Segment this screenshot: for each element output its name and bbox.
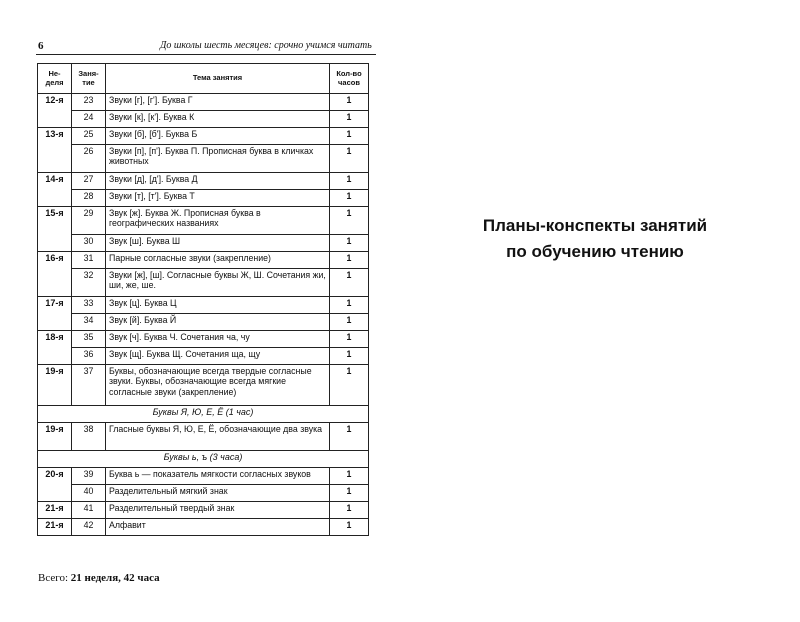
table-row <box>38 423 369 451</box>
hours-cell: 1 <box>330 269 369 297</box>
header-rule <box>36 54 376 55</box>
lesson-topic-cell: Звук [ш]. Буква Ш <box>106 235 330 252</box>
lesson-topic-cell: Разделительный твердый знак <box>106 502 330 519</box>
lesson-topic-cell: Звуки [ж], [ш]. Согласные буквы Ж, Ш. Сочетания жи, ши, же, ше. <box>106 269 330 297</box>
hours-cell: 1 <box>330 502 369 519</box>
lesson-topic-cell: Звуки [к], [к']. Буква К <box>106 111 330 128</box>
table-row <box>38 314 369 331</box>
table-row <box>38 502 369 519</box>
hours-cell: 1 <box>330 365 369 406</box>
week-cell: 21-я <box>38 519 72 536</box>
lesson-number-cell: 36 <box>72 348 106 365</box>
lesson-number-cell: 40 <box>72 485 106 502</box>
lesson-topic-cell: Звуки [п], [п']. Буква П. Прописная буква в кличках животных <box>106 145 330 173</box>
lesson-topic-cell: Разделительный мягкий знак <box>106 485 330 502</box>
running-title: До школы шесть месяцев: срочно учимся читать <box>160 40 372 51</box>
table-row <box>38 173 369 190</box>
lesson-number-cell: 26 <box>72 145 106 173</box>
hours-cell: 1 <box>330 207 369 235</box>
hours-cell: 1 <box>330 190 369 207</box>
table-row <box>38 365 369 406</box>
lesson-number-cell: 28 <box>72 190 106 207</box>
lesson-topic-cell: Звуки [д], [д']. Буква Д <box>106 173 330 190</box>
lesson-number-cell: 30 <box>72 235 106 252</box>
hours-cell: 1 <box>330 145 369 173</box>
section-title <box>430 213 760 266</box>
hours-cell: 1 <box>330 519 369 536</box>
hours-cell: 1 <box>330 128 369 145</box>
table-row <box>38 128 369 145</box>
table-row <box>38 468 369 485</box>
column-header-topic: Тема занятия <box>106 64 330 94</box>
week-cell: 14-я <box>38 173 72 207</box>
table-row <box>38 297 369 314</box>
lesson-topic-cell: Звуки [т], [т']. Буква Т <box>106 190 330 207</box>
table-row <box>38 348 369 365</box>
week-cell: 20-я <box>38 468 72 502</box>
hours-cell: 1 <box>330 331 369 348</box>
lesson-number-cell: 24 <box>72 111 106 128</box>
hours-cell: 1 <box>330 314 369 331</box>
lesson-topic-cell: Звук [й]. Буква Й <box>106 314 330 331</box>
column-header-lesson: Заня-тие <box>72 64 106 94</box>
total-summary <box>38 572 160 584</box>
week-cell: 15-я <box>38 207 72 252</box>
table-row <box>38 269 369 297</box>
lesson-number-cell: 33 <box>72 297 106 314</box>
table-row <box>38 190 369 207</box>
lesson-number-cell: 23 <box>72 94 106 111</box>
column-header-week: Не-деля <box>38 64 72 94</box>
lesson-topic-cell: Звук [ц]. Буква Ц <box>106 297 330 314</box>
hours-cell: 1 <box>330 297 369 314</box>
lesson-topic-cell: Звук [ч]. Буква Ч. Сочетания ча, чу <box>106 331 330 348</box>
table-row <box>38 145 369 173</box>
lesson-topic-cell: Буквы, обозначающие всегда твердые согласные звуки. Буквы, обозначающие всегда мягкие согласные звуки (закрепление) <box>106 365 330 406</box>
table-row <box>38 207 369 235</box>
section-title-line-2: по обучению чтению <box>506 242 684 262</box>
week-cell: 13-я <box>38 128 72 173</box>
lesson-number-cell: 41 <box>72 502 106 519</box>
week-cell: 16-я <box>38 252 72 297</box>
hours-cell: 1 <box>330 235 369 252</box>
section-label: Буквы ь, ъ (3 часа) <box>38 451 369 468</box>
lesson-number-cell: 35 <box>72 331 106 348</box>
lesson-number-cell: 34 <box>72 314 106 331</box>
week-cell: 19-я <box>38 423 72 451</box>
lesson-topic-cell: Звуки [г], [г']. Буква Г <box>106 94 330 111</box>
lesson-topic-cell: Звук [щ]. Буква Щ. Сочетания ща, щу <box>106 348 330 365</box>
hours-cell: 1 <box>330 468 369 485</box>
total-label: Всего: <box>38 572 69 584</box>
week-cell: 17-я <box>38 297 72 331</box>
table-row <box>38 111 369 128</box>
lesson-topic-cell: Парные согласные звуки (закрепление) <box>106 252 330 269</box>
table-body <box>38 94 369 536</box>
total-value: 21 неделя, 42 часа <box>70 572 160 584</box>
hours-cell: 1 <box>330 348 369 365</box>
week-cell: 18-я <box>38 331 72 365</box>
hours-cell: 1 <box>330 252 369 269</box>
week-cell: 21-я <box>38 502 72 519</box>
section-row <box>38 406 369 423</box>
lesson-topic-cell: Буква ь — показатель мягкости согласных звуков <box>106 468 330 485</box>
lesson-number-cell: 27 <box>72 173 106 190</box>
lesson-number-cell: 31 <box>72 252 106 269</box>
section-row <box>38 451 369 468</box>
section-label: Буквы Я, Ю, Е, Ё (1 час) <box>38 406 369 423</box>
lesson-number-cell: 29 <box>72 207 106 235</box>
lesson-topic-cell: Звуки [б], [б']. Буква Б <box>106 128 330 145</box>
hours-cell: 1 <box>330 485 369 502</box>
table-row <box>38 94 369 111</box>
hours-cell: 1 <box>330 111 369 128</box>
week-cell: 12-я <box>38 94 72 128</box>
week-cell: 19-я <box>38 365 72 406</box>
table-row <box>38 519 369 536</box>
lesson-number-cell: 42 <box>72 519 106 536</box>
column-header-hours: Кол-во часов <box>330 64 369 94</box>
lesson-number-cell: 37 <box>72 365 106 406</box>
table-header-row <box>38 64 369 94</box>
table-row <box>38 235 369 252</box>
table-row <box>38 331 369 348</box>
lesson-topic-cell: Алфавит <box>106 519 330 536</box>
table-row <box>38 252 369 269</box>
lesson-topic-cell: Гласные буквы Я, Ю, Е, Ё, обозначающие два звука <box>106 423 330 451</box>
section-title-line-1: Планы-конспекты занятий <box>482 216 708 235</box>
lesson-number-cell: 32 <box>72 269 106 297</box>
hours-cell: 1 <box>330 423 369 451</box>
table-row <box>38 485 369 502</box>
lesson-number-cell: 25 <box>72 128 106 145</box>
hours-cell: 1 <box>330 173 369 190</box>
page-number: 6 <box>38 40 44 52</box>
lesson-topic-cell: Звук [ж]. Буква Ж. Прописная буква в географических названиях <box>106 207 330 235</box>
lesson-number-cell: 38 <box>72 423 106 451</box>
lesson-plan-table <box>37 63 369 536</box>
lesson-number-cell: 39 <box>72 468 106 485</box>
hours-cell: 1 <box>330 94 369 111</box>
